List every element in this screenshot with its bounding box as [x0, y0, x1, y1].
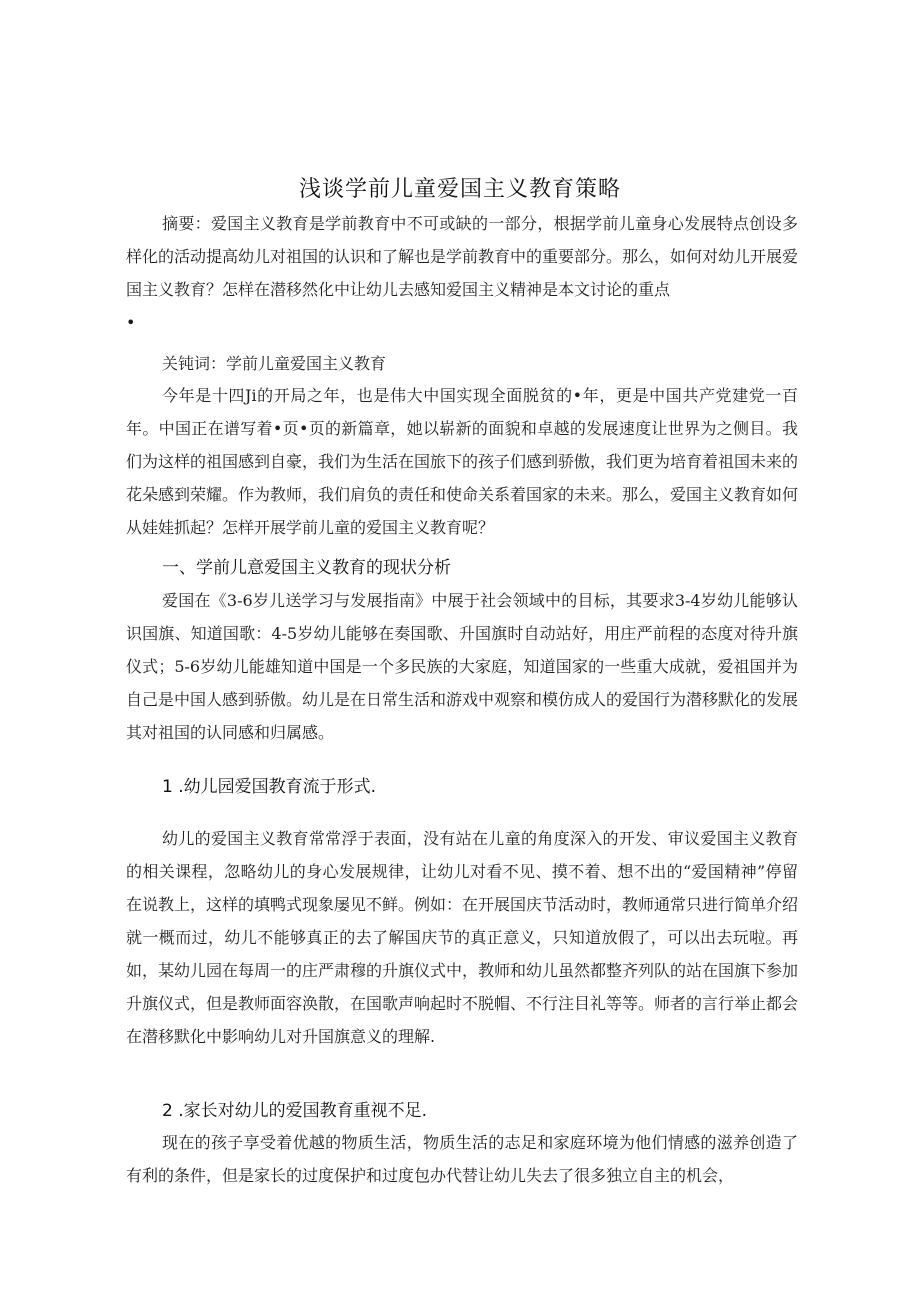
- keywords-line: 关钝词：学前儿童爱国主义教育: [162, 354, 387, 373]
- document-title: 浅谈学前儿童爱国主义教育策略: [298, 177, 621, 202]
- section1-heading: 一、学前儿意爱国主义教育的现状分析: [162, 558, 451, 578]
- abstract-paragraph: 摘要：爱国主义教育是学前教育中不可或缺的一部分，根据学前儿童身心发展特点创设多样化的活动提高幼儿对祖国的认识和了解也是学前教育中的重要部分。那么，如何对幼儿开展爱国主义教育？怎样在潜移然化中让幼儿去感知爱国主义精神是本文讨论的重点: [126, 214, 799, 299]
- intro-paragraph: 今年是十四Ji的开局之年，也是伟大中国实现全面脱贫的•年，更是中国共产党建党一百年。中国正在谱写着•页•页的新篇章，她以崭新的面貌和卓越的发展速度让世界为之侧目。我们为这样的祖国感到自豪，我们为生活在国旅下的孩子们感到骄傲，我们更为培育着祖国未来的花朵感到荣耀。作为教师，我们肩负的责任和使命关系着国家的未来。那么，爱国主义教育如何从娃娃抓起？怎样开展学前儿童的爱国主义教育呢？: [126, 386, 799, 537]
- subsection1-paragraph: 幼儿的爱国主义教育常常浮于表面，没有站在儿童的角度深入的开发、审议爱国主义教育的相关课程，忽略幼儿的身心发展规律，让幼儿对看不见、摸不着、想不出的“爱国精神”停留在说教上，这样的填鸭式现象屡见不鲜。例如：在开展国庆节活动时，教师通常只进行简单介绍就一概而过，幼儿不能够真正的去了解国庆节的真正意义，只知道放假了，可以出去玩啦。再如，某幼儿园在每周一的庄严肃穆的升旗仪式中，教师和幼儿虽然都整齐列队的站在国旗下参加升旗仪式，但是教师面容涣散，在国歌声响起时不脱帽、不行注目礼等等。师者的言行举止都会在潜移默化中影响幼儿对升国旗意义的理解.: [126, 829, 799, 1046]
- subsection2-paragraph: 现在的孩子享受着优越的物质生活，物质生活的志足和家庭环境为他们情感的滋养创造了有利的条件，但是家长的过度保护和过度包办代替让幼儿失去了很多独立自主的机会，: [126, 1133, 798, 1185]
- abstract-tail: •: [126, 313, 136, 332]
- section1-paragraph: 爱国在《3-6岁儿送学习与发展指南》中展于社会领域中的目标，其要求3-4岁幼儿能够认识国旗、知道国歌：4-5岁幼儿能够在奏国歌、升国旗时自动站好，用庄严前程的态度对待升旗仪式；5-6岁幼儿能雄知道中国是一个多民族的大家庭，知道国家的一些重大成就，爱祖国并为自己是中国人感到骄傲。幼儿是在日常生活和游戏中观察和模仿成人的爱国行为潜移默化的发展其对祖国的认同感和归属感。: [126, 591, 799, 742]
- subsection2-heading: 2 .家长对幼儿的爱国教育重视不足.: [162, 1101, 428, 1121]
- subsection1-heading: 1 .幼儿园爱国教育流于形式.: [162, 777, 377, 797]
